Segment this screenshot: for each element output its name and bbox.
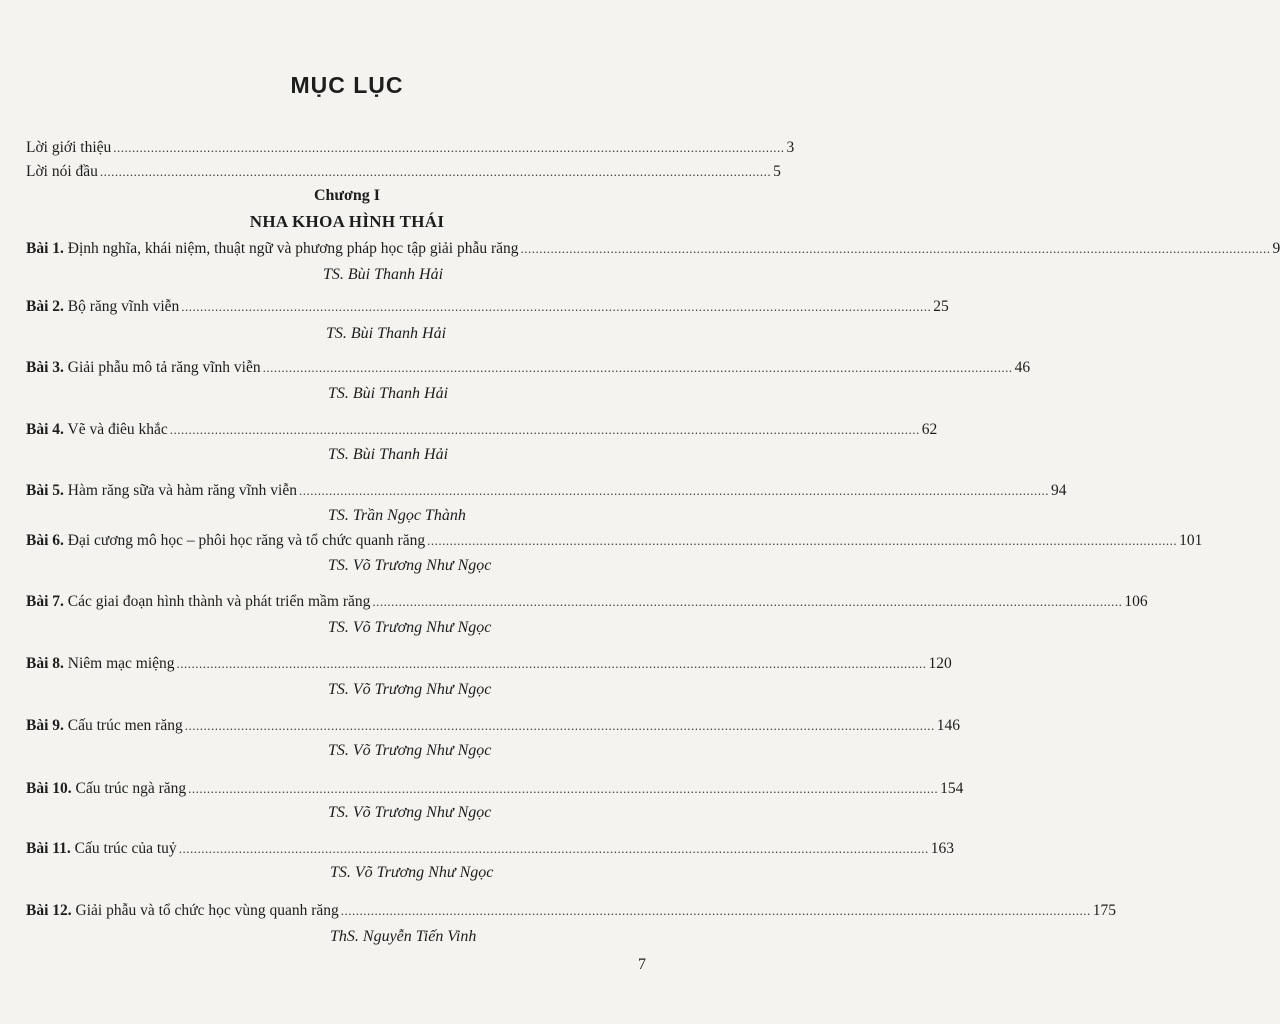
lesson-number: Bài 1. bbox=[26, 240, 64, 257]
toc-entry bbox=[26, 298, 949, 316]
lesson-number: Bài 2. bbox=[26, 298, 64, 315]
lesson-author: TS. Võ Trương Như Ngọc bbox=[328, 557, 492, 574]
lesson-title: Bộ răng vĩnh viễn bbox=[67, 298, 180, 315]
toc-entry-foreword bbox=[26, 163, 781, 181]
lesson-title: Vẽ và điêu khắc bbox=[67, 421, 168, 438]
lesson-number: Bài 4. bbox=[26, 421, 64, 438]
lesson-number: Bài 8. bbox=[26, 655, 64, 672]
entry-page: 106 bbox=[1124, 593, 1148, 610]
entry-page: 62 bbox=[921, 421, 938, 438]
lesson-number: Bài 10. bbox=[26, 780, 72, 797]
entry-label bbox=[26, 780, 186, 798]
page-title: MỤC LỤC bbox=[290, 72, 404, 98]
lesson-title: Giải phẫu mô tả răng vĩnh viễn bbox=[67, 359, 261, 376]
toc-entry bbox=[26, 780, 964, 798]
entry-page: 25 bbox=[933, 298, 949, 315]
lesson-number: Bài 7. bbox=[26, 593, 64, 610]
entry-page: 175 bbox=[1092, 902, 1116, 919]
entry-label bbox=[26, 717, 183, 735]
entry-page: 154 bbox=[940, 780, 964, 797]
page-number: 7 bbox=[638, 956, 646, 973]
entry-page: 3 bbox=[786, 139, 795, 156]
entry-page: 5 bbox=[773, 163, 781, 180]
lesson-title: Cấu trúc của tuỷ bbox=[74, 840, 177, 857]
dot-leader: ........................................................................................................................................................................................................ bbox=[262, 360, 1013, 375]
lesson-title: Hàm răng sữa và hàm răng vĩnh viễn bbox=[67, 482, 297, 499]
lesson-title: Các giai đoạn hình thành và phát triển mầm răng bbox=[67, 593, 371, 610]
entry-label bbox=[26, 840, 177, 858]
entry-label bbox=[26, 421, 168, 439]
entry-label: Lời giới thiệu bbox=[26, 139, 112, 156]
chapter-title: NHA KHOA HÌNH THÁI bbox=[249, 212, 445, 231]
dot-leader: ........................................................................................................................................................................................................ bbox=[178, 841, 929, 856]
lesson-number: Bài 3. bbox=[26, 359, 64, 376]
entry-label: Lời nói đầu bbox=[26, 163, 98, 180]
toc-entry bbox=[26, 532, 1203, 550]
lesson-author: TS. Võ Trương Như Ngọc bbox=[328, 804, 492, 821]
toc-entry bbox=[26, 359, 1031, 377]
dot-leader: ........................................................................................................................................................................................................ bbox=[372, 594, 1123, 609]
dot-leader: ........................................................................................................................................................................................................ bbox=[299, 483, 1049, 498]
lesson-author: TS. Võ Trương Như Ngọc bbox=[328, 619, 492, 636]
lesson-number: Bài 12. bbox=[26, 902, 72, 919]
toc-entry-preface bbox=[26, 139, 795, 157]
dot-leader: ........................................................................................................................................................................................................ bbox=[188, 781, 939, 796]
chapter-number: Chương I bbox=[313, 187, 381, 204]
lesson-author: ThS. Nguyễn Tiến Vinh bbox=[330, 928, 477, 945]
toc-entry bbox=[26, 482, 1067, 500]
entry-label bbox=[26, 482, 297, 500]
entry-label bbox=[26, 359, 261, 377]
dot-leader: ................................................................................................................................................................................... bbox=[113, 140, 785, 155]
entry-label bbox=[26, 532, 425, 550]
entry-page: 9 bbox=[1272, 240, 1280, 257]
lesson-author: TS. Võ Trương Như Ngọc bbox=[328, 742, 492, 759]
lesson-number: Bài 11. bbox=[26, 840, 71, 857]
lesson-author: TS. Bùi Thanh Hải bbox=[328, 446, 449, 463]
entry-page: 163 bbox=[930, 840, 954, 857]
toc-entry bbox=[26, 717, 960, 735]
entry-page: 120 bbox=[928, 655, 952, 672]
lesson-author: TS. Bùi Thanh Hải bbox=[326, 325, 447, 342]
entry-label bbox=[26, 593, 370, 611]
dot-leader: ........................................................................................................................................................................................................ bbox=[520, 241, 1271, 256]
lesson-number: Bài 9. bbox=[26, 717, 64, 734]
entry-page: 94 bbox=[1051, 482, 1067, 499]
dot-leader: ........................................................................................................................................................................................................ bbox=[184, 718, 935, 733]
lesson-title: Giải phẫu và tổ chức học vùng quanh răng bbox=[75, 902, 339, 919]
entry-label bbox=[26, 902, 339, 920]
entry-label bbox=[26, 240, 519, 258]
entry-page: 146 bbox=[936, 717, 960, 734]
lesson-author: TS. Võ Trương Như Ngọc bbox=[328, 681, 492, 698]
dot-leader: ........................................................................................................................................................................................................ bbox=[340, 903, 1091, 918]
lesson-number: Bài 5. bbox=[26, 482, 64, 499]
lesson-title: Cấu trúc men răng bbox=[67, 717, 183, 734]
lesson-title: Cấu trúc ngà răng bbox=[75, 780, 187, 797]
lesson-title: Niêm mạc miệng bbox=[67, 655, 175, 672]
toc-entry bbox=[26, 655, 952, 673]
dot-leader: ................................................................................................................................................................................... bbox=[99, 164, 772, 179]
entry-label bbox=[26, 298, 179, 316]
lesson-author: TS. Bùi Thanh Hải bbox=[328, 385, 449, 402]
lesson-number: Bài 6. bbox=[26, 532, 64, 549]
toc-entry bbox=[26, 421, 938, 439]
entry-page: 46 bbox=[1014, 359, 1031, 376]
lesson-author: TS. Trần Ngọc Thành bbox=[328, 507, 466, 524]
toc-entry bbox=[26, 240, 1280, 258]
lesson-title: Định nghĩa, khái niệm, thuật ngữ và phương pháp học tập giải phẫu răng bbox=[67, 240, 519, 257]
toc-entry bbox=[26, 593, 1148, 611]
entry-page: 101 bbox=[1179, 532, 1203, 549]
entry-label bbox=[26, 655, 175, 673]
dot-leader: ........................................................................................................................................................................................................ bbox=[427, 533, 1178, 548]
dot-leader: ........................................................................................................................................................................................................ bbox=[176, 656, 927, 671]
lesson-author: TS. Bùi Thanh Hải bbox=[323, 266, 444, 283]
toc-entry bbox=[26, 840, 954, 858]
dot-leader: ........................................................................................................................................................................................................ bbox=[169, 422, 920, 437]
dot-leader: ........................................................................................................................................................................................................ bbox=[181, 299, 932, 314]
lesson-author: TS. Võ Trương Như Ngọc bbox=[330, 864, 494, 881]
lesson-title: Đại cương mô học – phôi học răng và tổ chức quanh răng bbox=[67, 532, 426, 549]
toc-entry bbox=[26, 902, 1116, 920]
